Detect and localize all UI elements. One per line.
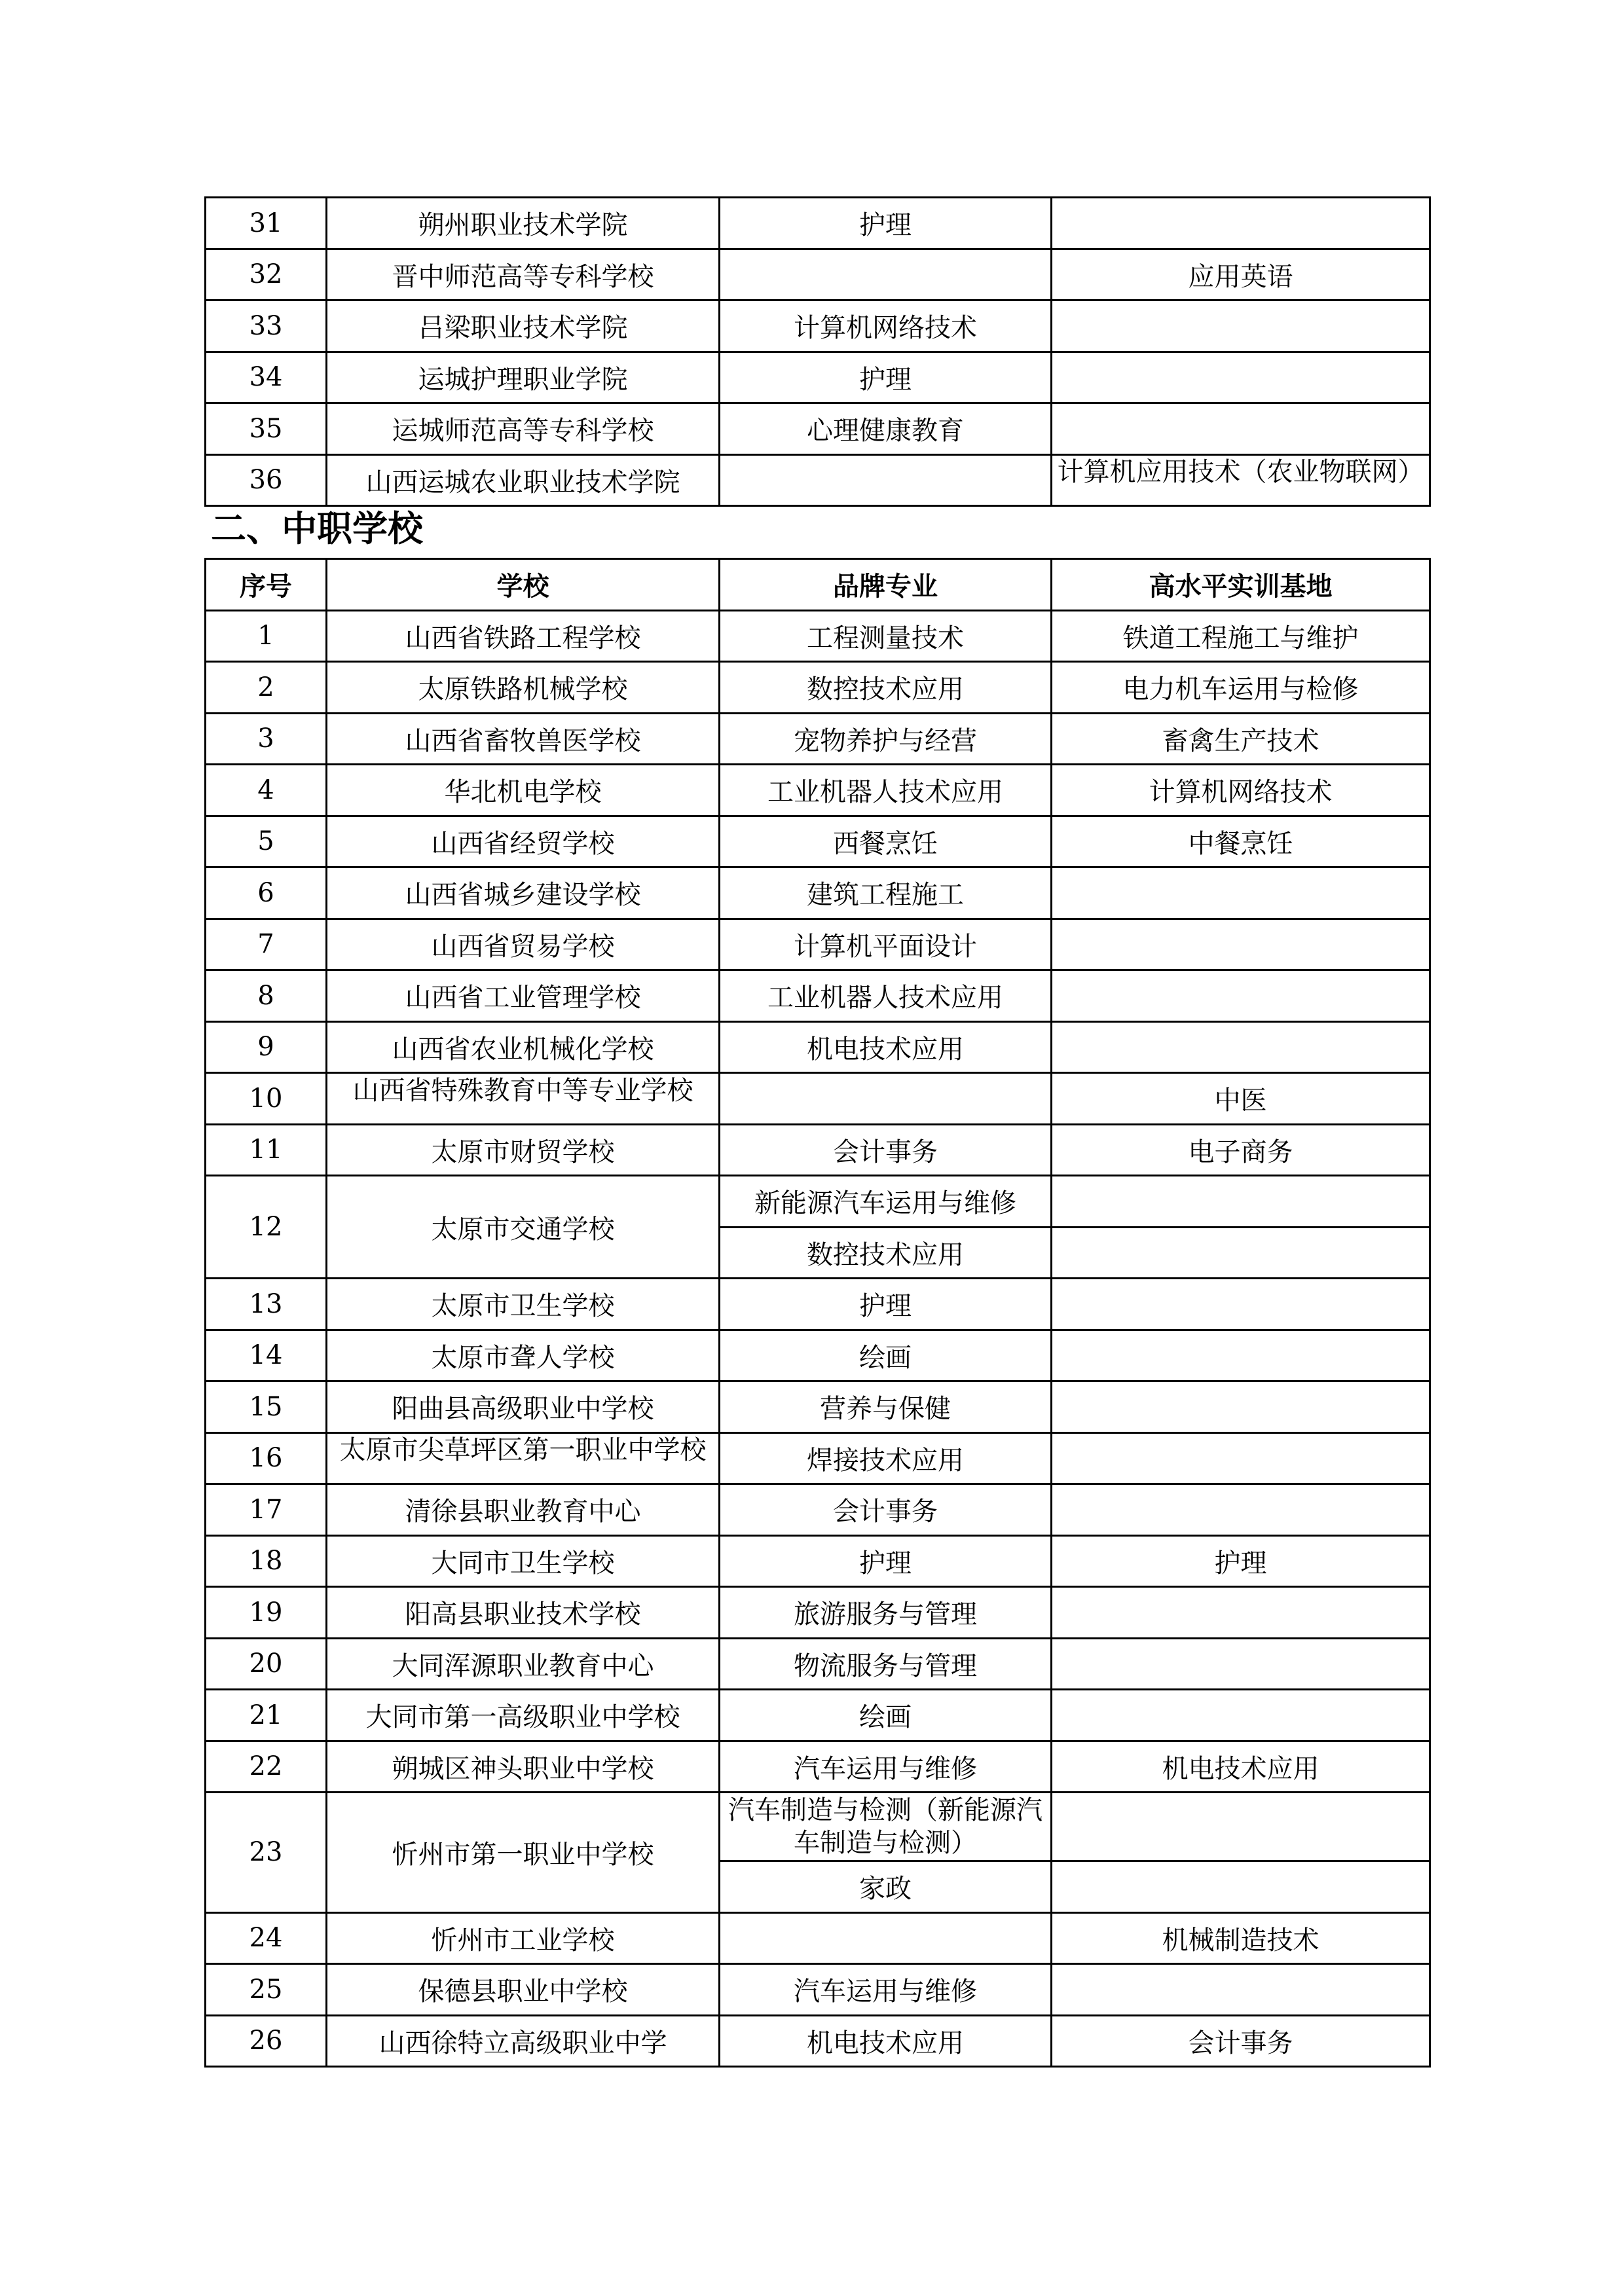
training-base-text: 计算机应用技术（农业物联网）: [1057, 457, 1424, 488]
brand-major: [720, 1912, 1052, 1964]
table-row: [206, 1690, 1430, 1741]
table-row: [206, 1793, 1430, 1861]
school-name: [327, 1073, 720, 1125]
table-row: [206, 970, 1430, 1022]
table-row: [206, 1912, 1430, 1964]
higher-vocational-table-continued: [204, 196, 1431, 507]
training-base: [1052, 1861, 1430, 1913]
table-row: [206, 816, 1430, 867]
brand-major: 护理: [720, 1535, 1052, 1587]
training-base: [1052, 1638, 1430, 1690]
brand-major: 心理健康教育: [720, 403, 1052, 455]
school-name: 山西省贸易学校: [327, 919, 720, 970]
school-name: 大同市卫生学校: [327, 1535, 720, 1587]
training-base: [1052, 1432, 1430, 1484]
brand-major: 宠物养护与经营: [720, 713, 1052, 765]
training-base: [1052, 301, 1430, 352]
training-base: [1052, 1587, 1430, 1639]
school-name: 晋中师范高等专科学校: [327, 249, 720, 301]
table-row: [206, 1279, 1430, 1330]
school-name: 山西省工业管理学校: [327, 970, 720, 1022]
table-row: [206, 713, 1430, 765]
row-number: 2: [206, 662, 327, 714]
table-row: [206, 610, 1430, 662]
training-base: [1052, 1690, 1430, 1741]
school-name: 山西徐特立高级职业中学: [327, 2015, 720, 2067]
table-row: [206, 662, 1430, 714]
school-name: 太原市聋人学校: [327, 1330, 720, 1381]
brand-major: 绘画: [720, 1690, 1052, 1741]
brand-major: 数控技术应用: [720, 662, 1052, 714]
school-name: 太原市卫生学校: [327, 1279, 720, 1330]
header-training-base: 高水平实训基地: [1052, 559, 1430, 611]
school-name: 山西省经贸学校: [327, 816, 720, 867]
school-name: 阳高县职业技术学校: [327, 1587, 720, 1639]
header-number: 序号: [206, 559, 327, 611]
training-base: 铁道工程施工与维护: [1052, 610, 1430, 662]
school-name: 朔城区神头职业中学校: [327, 1741, 720, 1793]
row-number: 19: [206, 1587, 327, 1639]
row-number: 3: [206, 713, 327, 765]
school-name: 大同浑源职业教育中心: [327, 1638, 720, 1690]
table-row: [206, 1432, 1430, 1484]
school-name: 山西运城农业职业技术学院: [327, 454, 720, 506]
brand-major: [720, 249, 1052, 301]
table-row: [206, 867, 1430, 919]
school-name-text: 山西省特殊教育中等专业学校: [352, 1075, 693, 1106]
row-number: 13: [206, 1279, 327, 1330]
row-number: 10: [206, 1073, 327, 1125]
training-base: 应用英语: [1052, 249, 1430, 301]
row-number: 36: [206, 454, 327, 506]
brand-major: 计算机平面设计: [720, 919, 1052, 970]
table-row: [206, 352, 1430, 403]
row-number: 5: [206, 816, 327, 867]
row-number: 16: [206, 1432, 327, 1484]
table-row: [206, 765, 1430, 816]
table-row: [206, 301, 1430, 352]
table-row: [206, 1741, 1430, 1793]
brand-major: 护理: [720, 1279, 1052, 1330]
training-base: 电力机车运用与检修: [1052, 662, 1430, 714]
brand-major: 营养与保健: [720, 1381, 1052, 1433]
row-number: 33: [206, 301, 327, 352]
brand-major: 新能源汽车运用与维修: [720, 1176, 1052, 1228]
training-base: 护理: [1052, 1535, 1430, 1587]
training-base: [1052, 1176, 1430, 1228]
training-base: [1052, 1484, 1430, 1536]
brand-major: 旅游服务与管理: [720, 1587, 1052, 1639]
school-name: 运城师范高等专科学校: [327, 403, 720, 455]
brand-major: 汽车运用与维修: [720, 1741, 1052, 1793]
school-name: 太原市财贸学校: [327, 1124, 720, 1176]
row-number: 8: [206, 970, 327, 1022]
training-base: [1052, 454, 1430, 506]
school-name: 运城护理职业学院: [327, 352, 720, 403]
training-base: [1052, 1964, 1430, 2016]
row-number: 35: [206, 403, 327, 455]
row-number: 34: [206, 352, 327, 403]
table-row: [206, 454, 1430, 506]
brand-major: [720, 1793, 1052, 1861]
school-name: 山西省畜牧兽医学校: [327, 713, 720, 765]
brand-major: 绘画: [720, 1330, 1052, 1381]
training-base: 会计事务: [1052, 2015, 1430, 2067]
brand-major: 工程测量技术: [720, 610, 1052, 662]
training-base: [1052, 1279, 1430, 1330]
training-base: [1052, 1227, 1430, 1279]
school-name: 清徐县职业教育中心: [327, 1484, 720, 1536]
training-base: [1052, 403, 1430, 455]
brand-major: 护理: [720, 352, 1052, 403]
header-row: [206, 559, 1430, 611]
training-base: [1052, 1021, 1430, 1073]
school-name: 忻州市工业学校: [327, 1912, 720, 1964]
training-base: 机械制造技术: [1052, 1912, 1430, 1964]
row-number: 12: [206, 1176, 327, 1279]
table-row: [206, 919, 1430, 970]
row-number: 17: [206, 1484, 327, 1536]
brand-major-text: 汽车制造与检测（新能源汽车制造与检测）: [728, 1795, 1043, 1858]
school-name: 山西省农业机械化学校: [327, 1021, 720, 1073]
brand-major: 汽车运用与维修: [720, 1964, 1052, 2016]
brand-major: 会计事务: [720, 1124, 1052, 1176]
brand-major: 机电技术应用: [720, 2015, 1052, 2067]
training-base: [1052, 1381, 1430, 1433]
row-number: 7: [206, 919, 327, 970]
row-number: 6: [206, 867, 327, 919]
brand-major: 焊接技术应用: [720, 1432, 1052, 1484]
brand-major: 西餐烹饪: [720, 816, 1052, 867]
training-base: 畜禽生产技术: [1052, 713, 1430, 765]
table-row: [206, 198, 1430, 249]
training-base: [1052, 1793, 1430, 1861]
training-base: [1052, 970, 1430, 1022]
section-title: 二、中职学校: [211, 508, 423, 549]
table-row: [206, 1021, 1430, 1073]
brand-major: 家政: [720, 1861, 1052, 1913]
school-name: 华北机电学校: [327, 765, 720, 816]
school-name: 太原铁路机械学校: [327, 662, 720, 714]
row-number: 26: [206, 2015, 327, 2067]
row-number: 9: [206, 1021, 327, 1073]
row-number: 21: [206, 1690, 327, 1741]
school-name: 忻州市第一职业中学校: [327, 1793, 720, 1913]
row-number: 4: [206, 765, 327, 816]
training-base: [1052, 352, 1430, 403]
table-row: [206, 1964, 1430, 2016]
brand-major: 物流服务与管理: [720, 1638, 1052, 1690]
school-name: 朔州职业技术学院: [327, 198, 720, 249]
table-row: [206, 1330, 1430, 1381]
school-name: 阳曲县高级职业中学校: [327, 1381, 720, 1433]
table-row: [206, 403, 1430, 455]
school-name: 山西省城乡建设学校: [327, 867, 720, 919]
school-name: 大同市第一高级职业中学校: [327, 1690, 720, 1741]
brand-major: 机电技术应用: [720, 1021, 1052, 1073]
brand-major: 会计事务: [720, 1484, 1052, 1536]
training-base: 中餐烹饪: [1052, 816, 1430, 867]
table-row: [206, 1381, 1430, 1433]
table-row: [206, 2015, 1430, 2067]
table-row: [206, 1176, 1430, 1228]
school-name: 保德县职业中学校: [327, 1964, 720, 2016]
row-number: 23: [206, 1793, 327, 1913]
training-base: 计算机网络技术: [1052, 765, 1430, 816]
row-number: 24: [206, 1912, 327, 1964]
header-brand-major: 品牌专业: [720, 559, 1052, 611]
row-number: 31: [206, 198, 327, 249]
row-number: 22: [206, 1741, 327, 1793]
school-name: [327, 1432, 720, 1484]
table-row: [206, 1587, 1430, 1639]
row-number: 11: [206, 1124, 327, 1176]
training-base: [1052, 1330, 1430, 1381]
row-number: 32: [206, 249, 327, 301]
brand-major: 护理: [720, 198, 1052, 249]
school-name: 太原市交通学校: [327, 1176, 720, 1279]
row-number: 18: [206, 1535, 327, 1587]
brand-major: 工业机器人技术应用: [720, 970, 1052, 1022]
school-name: 山西省铁路工程学校: [327, 610, 720, 662]
row-number: 1: [206, 610, 327, 662]
training-base: 电子商务: [1052, 1124, 1430, 1176]
brand-major: [720, 454, 1052, 506]
training-base: 中医: [1052, 1073, 1430, 1125]
row-number: 15: [206, 1381, 327, 1433]
table-row: [206, 1484, 1430, 1536]
table-row: [206, 1073, 1430, 1125]
table-row: [206, 1638, 1430, 1690]
row-number: 14: [206, 1330, 327, 1381]
brand-major: 数控技术应用: [720, 1227, 1052, 1279]
school-name-text: 太原市尖草坪区第一职业中学校: [339, 1435, 707, 1466]
table-row: [206, 1124, 1430, 1176]
brand-major: 计算机网络技术: [720, 301, 1052, 352]
row-number: 20: [206, 1638, 327, 1690]
table-row: [206, 249, 1430, 301]
school-name: 吕梁职业技术学院: [327, 301, 720, 352]
brand-major: 建筑工程施工: [720, 867, 1052, 919]
header-school: 学校: [327, 559, 720, 611]
brand-major: [720, 1073, 1052, 1125]
training-base: [1052, 867, 1430, 919]
brand-major: 工业机器人技术应用: [720, 765, 1052, 816]
table-row: [206, 1535, 1430, 1587]
secondary-vocational-table: [204, 558, 1431, 2068]
training-base: 机电技术应用: [1052, 1741, 1430, 1793]
training-base: [1052, 198, 1430, 249]
training-base: [1052, 919, 1430, 970]
row-number: 25: [206, 1964, 327, 2016]
